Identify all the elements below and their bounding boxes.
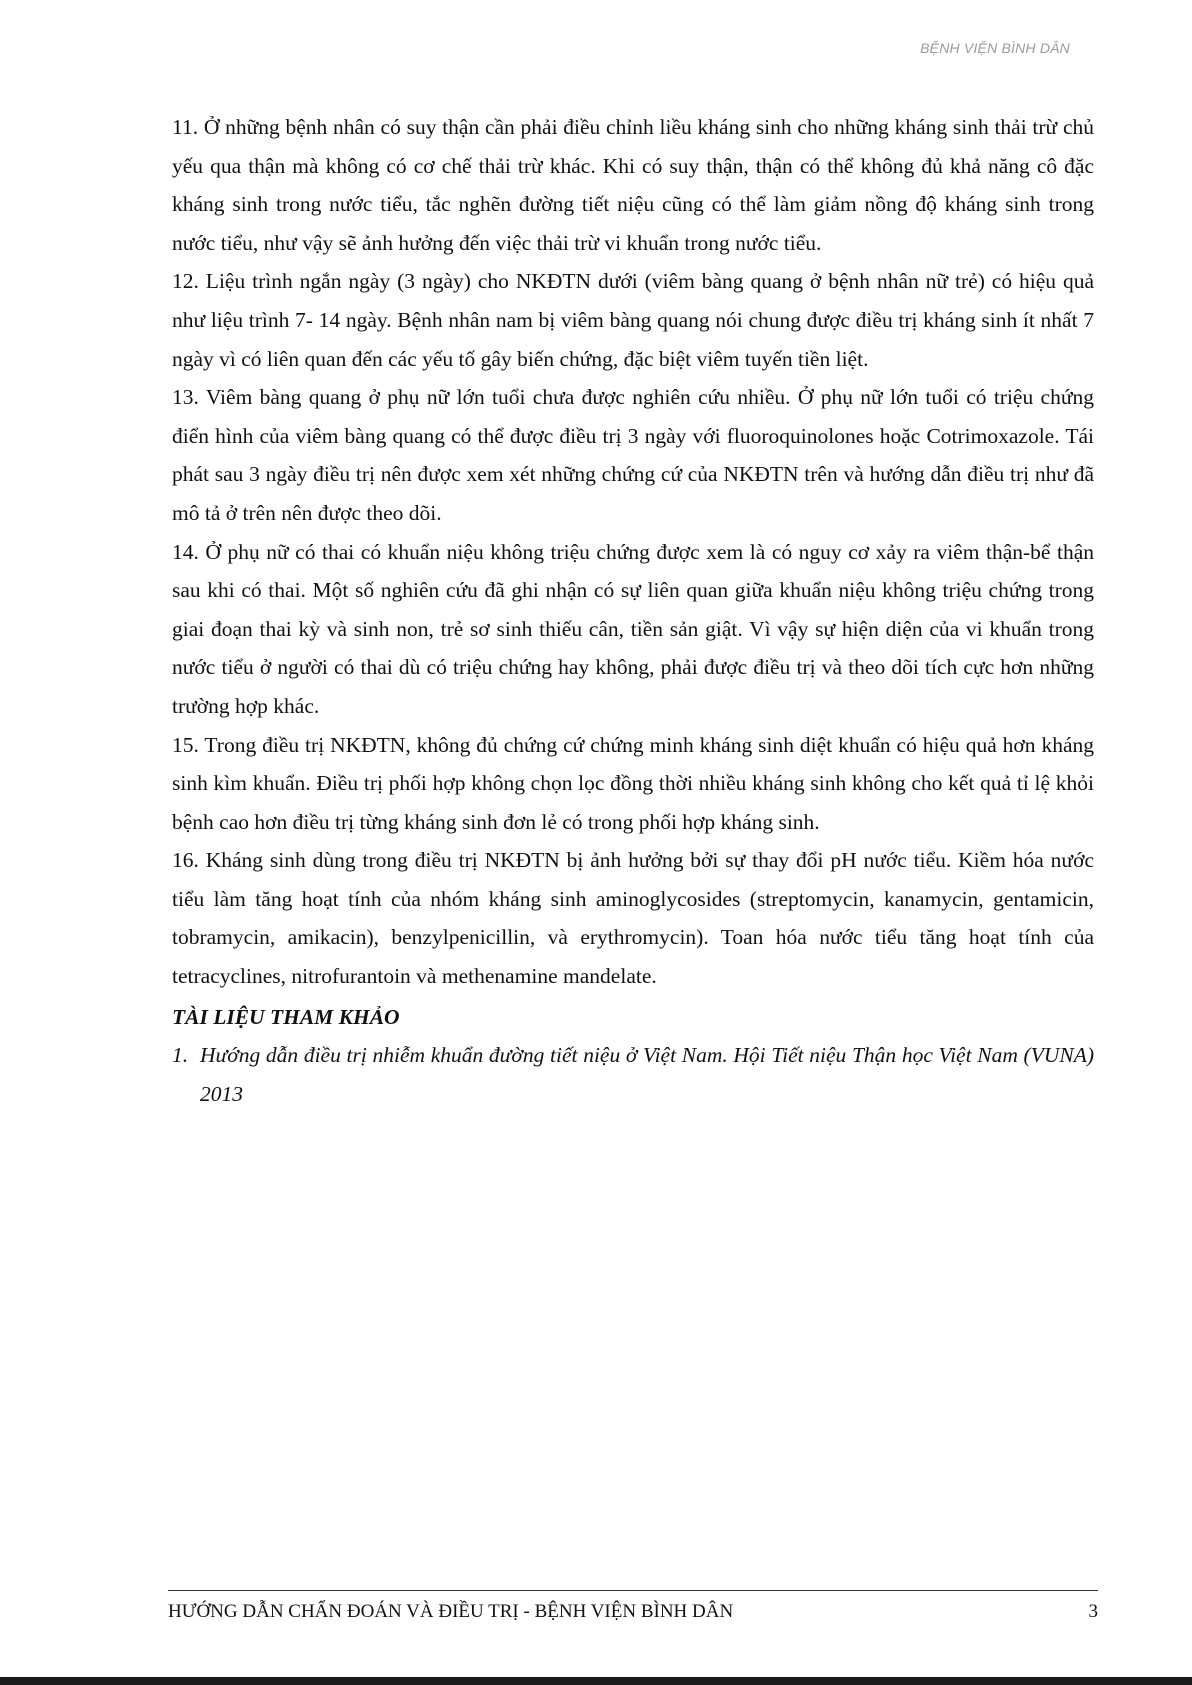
document-body [172,108,1094,1113]
paragraph-16: 16. Kháng sinh dùng trong điều trị NKĐTN bị ảnh hưởng bởi sự thay đổi pH nước tiểu. Kiềm hóa nước tiểu làm tăng hoạt tính của nhóm kháng sinh aminoglycosides (streptomycin, kanamycin, gentamicin, tobramycin, amikacin), benzylpenicillin, và erythromycin). Toan hóa nước tiểu tăng hoạt tính của tetracyclines, nitrofurantoin và methenamine mandelate. [172,848,1094,989]
reference-item [172,1036,1094,1113]
reference-number: 1. [172,1043,189,1068]
bottom-edge-band [0,1677,1192,1685]
paragraph-14: 14. Ở phụ nữ có thai có khuẩn niệu không triệu chứng được xem là có nguy cơ xảy ra viêm thận-bể thận sau khi có thai. Một số nghiên cứu đã ghi nhận có sự liên quan giữa khuẩn niệu không triệu chứng trong giai đoạn thai kỳ và sinh non, trẻ sơ sinh thiếu cân, tiền sản giật. Vì vậy sự hiện diện của vi khuẩn trong nước tiểu ở người có thai dù có triệu chứng hay không, phải được điều trị và theo dõi tích cực hơn những trường hợp khác. [172,539,1094,718]
page-number: 3 [1088,1601,1098,1622]
paragraph-11: 11. Ở những bệnh nhân có suy thận cần phải điều chỉnh liều kháng sinh cho những kháng sinh thải trừ chủ yếu qua thận mà không có cơ chế thải trừ khác. Khi có suy thận, thận có thể không đủ khả năng cô đặc kháng sinh trong nước tiểu, tắc nghẽn đường tiết niệu cũng có thể làm giảm nồng độ kháng sinh trong nước tiểu, như vậy sẽ ảnh hưởng đến việc thải trừ vi khuẩn trong nước tiểu. [172,115,1094,255]
references-heading: TÀI LIỆU THAM KHẢO [172,1004,400,1029]
paragraph-13: 13. Viêm bàng quang ở phụ nữ lớn tuổi chưa được nghiên cứu nhiều. Ở phụ nữ lớn tuổi có triệu chứng điển hình của viêm bàng quang có thể được điều trị 3 ngày với fluoroquinolones hoặc Cotrimoxazole. Tái phát sau 3 ngày điều trị nên được xem xét những chứng cứ của NKĐTN trên và hướng dẫn điều trị như đã mô tả ở trên nên được theo dõi. [172,385,1094,525]
page-header: BỆNH VIỆN BÌNH DÂN [920,40,1070,56]
reference-text: Hướng dẫn điều trị nhiễm khuẩn đường tiết niệu ở Việt Nam. Hội Tiết niệu Thận học Việt Nam (VUNA) 2013 [200,1043,1094,1106]
page-footer [168,1590,1098,1623]
footer-title: HƯỚNG DẪN CHẨN ĐOÁN VÀ ĐIỀU TRỊ - BỆNH VIỆN BÌNH DÂN [168,1601,734,1622]
references-list [172,1036,1094,1113]
paragraph-12: 12. Liệu trình ngắn ngày (3 ngày) cho NKĐTN dưới (viêm bàng quang ở bệnh nhân nữ trẻ) có hiệu quả như liệu trình 7- 14 ngày. Bệnh nhân nam bị viêm bàng quang nói chung được điều trị kháng sinh ít nhất 7 ngày vì có liên quan đến các yếu tố gây biến chứng, đặc biệt viêm tuyến tiền liệt. [172,269,1094,371]
paragraph-15: 15. Trong điều trị NKĐTN, không đủ chứng cứ chứng minh kháng sinh diệt khuẩn có hiệu quả hơn kháng sinh kìm khuẩn. Điều trị phối hợp không chọn lọc đồng thời nhiều kháng sinh không cho kết quả tỉ lệ khỏi bệnh cao hơn điều trị từng kháng sinh đơn lẻ có trong phối hợp kháng sinh. [172,732,1094,834]
